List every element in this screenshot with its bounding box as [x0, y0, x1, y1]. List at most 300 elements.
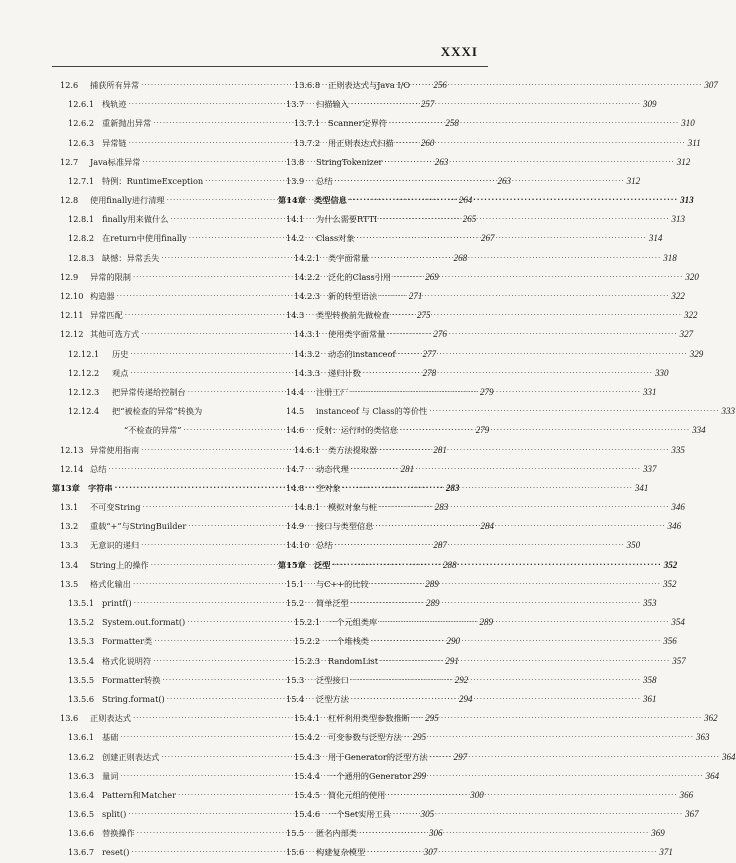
toc-entry-number: 12.11	[60, 310, 84, 321]
toc-entry-title: Java标准异常	[90, 156, 141, 167]
toc-entry-title: 用正则表达式扫描	[328, 137, 394, 148]
toc-entry-page: 281	[400, 463, 415, 474]
toc-entry-page: 265	[462, 214, 477, 225]
toc-entry-number: 15.5	[286, 828, 305, 839]
toc-entry	[278, 767, 720, 786]
toc-entry-title: 异常使用指南	[90, 444, 140, 455]
toc-leader-dots	[429, 402, 719, 421]
toc-entry-number: 13.5.6	[68, 693, 95, 704]
toc-entry-page: 322	[671, 291, 685, 302]
toc-entry-title: 在return中使用finally	[102, 233, 187, 244]
toc-leader-dots	[351, 460, 641, 479]
toc-leader-dots	[393, 268, 683, 287]
toc-entry-title: 创建正则表达式	[102, 751, 160, 762]
toc-entry-number: 15.2	[286, 598, 305, 609]
toc-entry-number: 14.10	[286, 540, 310, 551]
toc-entry-title: 缺憾：异常丢失	[102, 252, 160, 263]
toc-entry-page: 327	[679, 329, 694, 340]
toc-entry	[278, 786, 694, 805]
toc-entry-page: 289	[426, 598, 440, 609]
toc-entry-number: 13.6.5	[68, 809, 95, 820]
toc-entry-number: 13.5	[60, 578, 79, 589]
toc-leader-dots	[392, 306, 682, 325]
toc-entry-number: 13.4	[60, 559, 79, 570]
toc-entry-number: 13.5.4	[68, 655, 95, 666]
toc-entry-number: 14.3	[286, 310, 305, 321]
toc-entry-title: instanceof 与 Class的等价性	[316, 406, 428, 417]
toc-entry-page: 263	[497, 175, 511, 186]
toc-entry-page: 258	[445, 118, 459, 129]
toc-entry-page: 362	[704, 713, 718, 724]
toc-entry	[278, 652, 686, 671]
toc-entry-number: 12.12.2	[68, 367, 100, 378]
toc-entry-page: 333	[721, 406, 736, 417]
toc-entry-title: 使用类字面常量	[328, 329, 386, 340]
toc-entry-title: 泛型方法	[316, 693, 349, 704]
toc-entry	[278, 479, 649, 498]
toc-entry	[278, 95, 657, 114]
toc-entry-title: 基础	[102, 732, 119, 743]
toc-entry-number: 15.1	[286, 578, 305, 589]
page-number-roman: XXXI	[440, 44, 478, 59]
toc-entry-number: 15.6	[286, 847, 305, 858]
toc-entry-number: 13.5.1	[68, 598, 95, 609]
toc-entry-title: String.format()	[102, 693, 165, 704]
toc-entry-page: 290	[446, 636, 461, 647]
toc-entry-page: 356	[663, 636, 677, 647]
toc-entry-title: 重新抛出异常	[102, 118, 152, 129]
toc-entry-title: split()	[102, 809, 127, 820]
toc-entry-page: 306	[429, 828, 443, 839]
toc-entry-page: 276	[433, 329, 447, 340]
toc-leader-dots	[351, 383, 641, 402]
toc-entry-number: 13.6	[60, 713, 79, 724]
toc-entry-title: 类方法提取器	[328, 444, 378, 455]
toc-entry-page: 358	[643, 674, 657, 685]
toc-entry-page: 288	[442, 559, 457, 570]
toc-entry-page: 320	[685, 271, 699, 282]
toc-entry-page: 307	[423, 847, 438, 858]
toc-entry-number: 12.9	[60, 271, 79, 282]
toc-entry-title: 观点	[112, 367, 129, 378]
toc-entry-number: 12.12	[60, 329, 84, 340]
toc-entry-title: 不可变String	[90, 502, 141, 513]
toc-entry-number: 14.2	[286, 233, 305, 244]
toc-entry-title: 为什么需要RTTI	[316, 214, 378, 225]
toc-entry-page: 331	[643, 386, 657, 397]
toc-entry-title: 泛型接口	[316, 674, 349, 685]
toc-entry-page: 309	[643, 99, 657, 110]
toc-entry-title: 字符串	[88, 482, 113, 493]
toc-leader-dots	[384, 153, 674, 172]
toc-leader-dots	[398, 345, 688, 364]
toc-entry	[278, 210, 686, 229]
toc-entry-page: 369	[651, 828, 665, 839]
toc-entry-number: 14.2.3	[294, 291, 321, 302]
toc-entry-number: 15.4.3	[294, 751, 321, 762]
toc-entry-page: 283	[434, 502, 449, 513]
toc-leader-dots	[400, 421, 690, 440]
toc-entry-number: 14.4	[286, 386, 305, 397]
toc-entry-number: 13.8	[286, 156, 305, 167]
toc-entry	[278, 402, 736, 421]
toc-entry-title: printf()	[102, 598, 132, 609]
toc-entry-page: 311	[687, 137, 701, 148]
toc-entry-number: 12.7.1	[68, 175, 95, 186]
toc-entry-title: 栈轨迹	[102, 99, 127, 110]
toc-entry-title: 总结	[90, 463, 107, 474]
toc-entry-number: 13.9	[286, 175, 305, 186]
toc-entry-title: 简化元组的使用	[328, 789, 386, 800]
toc-entry-page: 284	[480, 521, 495, 532]
toc-entry-page: 313	[680, 195, 694, 206]
toc-entry-number: 14.6	[286, 425, 305, 436]
toc-entry-title: Formatter类	[102, 636, 153, 647]
toc-entry-number: 15.2.3	[294, 655, 321, 666]
toc-entry-title: 正则表达式与Java I/O	[328, 79, 411, 90]
toc-leader-dots	[412, 76, 702, 95]
toc-entry-title: 捕获所有异常	[90, 79, 140, 90]
toc-entry-title: 异常链	[102, 137, 127, 148]
toc-entry-number: 12.13	[60, 444, 84, 455]
toc-entry-title: 扫描输入	[316, 99, 349, 110]
toc-entry-page: 334	[692, 425, 706, 436]
toc-entry	[278, 613, 685, 632]
toc-entry-page: 268	[453, 252, 468, 263]
toc-entry	[278, 594, 657, 613]
toc-leader-dots	[389, 114, 679, 133]
toc-entry-page: 353	[643, 598, 657, 609]
toc-entry-title: 异常匹配	[90, 310, 123, 321]
toc-leader-dots	[430, 748, 720, 767]
toc-entry-number: 第14章	[278, 195, 306, 206]
toc-entry-page: 337	[643, 463, 657, 474]
toc-entry-number: 13.6.1	[68, 732, 95, 743]
toc-leader-dots	[371, 632, 661, 651]
toc-entry-number: 13.7.1	[294, 118, 321, 129]
toc-entry-title: 其他可选方式	[90, 329, 140, 340]
toc-entry-page: 278	[422, 367, 437, 378]
toc-entry-page: 267	[481, 233, 495, 244]
toc-entry-title: “不检查的异常”	[124, 425, 182, 436]
toc-entry-title: 使用finally进行清理	[90, 195, 165, 206]
toc-entry-title: 格式化输出	[90, 578, 131, 589]
toc-leader-dots	[380, 652, 670, 671]
toc-entry-title: Formatter转换	[102, 674, 161, 685]
toc-entry-page: 299	[412, 770, 427, 781]
toc-entry-number: 12.14	[60, 463, 84, 474]
toc-leader-dots	[412, 709, 702, 728]
toc-entry-page: 366	[679, 789, 694, 800]
toc-entry-page: 364	[705, 770, 720, 781]
toc-entry-title: 可变参数与泛型方法	[328, 732, 402, 743]
toc-entry-page: 322	[683, 310, 698, 321]
toc-entry-page: 352	[663, 578, 677, 589]
toc-entry-title: 类型信息	[314, 195, 347, 206]
toc-leader-dots	[343, 479, 633, 498]
toc-entry-page: 277	[422, 348, 437, 359]
toc-entry-title: 总结	[316, 175, 333, 186]
toc-entry	[278, 364, 669, 383]
toc-entry-number: 15.3	[286, 674, 305, 685]
toc-chapter-entry	[278, 191, 694, 210]
toc-entry-page: 283	[445, 482, 460, 493]
toc-entry-number: 13.7	[286, 99, 305, 110]
toc-entry	[278, 824, 665, 843]
toc-entry-title: 把异常传递给控制台	[112, 386, 186, 397]
toc-entry-title: 动态的instanceof	[328, 348, 396, 359]
toc-entry-title: 总结	[316, 540, 333, 551]
toc-entry-page: 291	[445, 655, 459, 666]
toc-entry-number: 14.5	[286, 406, 305, 417]
toc-entry-page: 264	[458, 195, 473, 206]
toc-entry-page: 294	[459, 693, 473, 704]
toc-entry-title: 动态代理	[316, 463, 349, 474]
toc-entry-page: 371	[659, 847, 673, 858]
toc-entry-number: 12.12.1	[68, 348, 100, 359]
toc-entry-page: 346	[671, 502, 685, 513]
toc-entry-number: 12.8.3	[68, 252, 95, 263]
toc-entry-title: 匿名内部类	[316, 828, 357, 839]
toc-entry	[278, 249, 677, 268]
toc-entry-title: 类型转换前先做检查	[316, 310, 390, 321]
toc-leader-dots	[396, 134, 686, 153]
toc-entry-title: reset()	[102, 847, 130, 858]
toc-entry-number: 12.6.1	[68, 99, 95, 110]
toc-entry-number: 15.2.1	[294, 617, 321, 628]
toc-entry	[278, 632, 677, 651]
toc-entry-page: 275	[417, 310, 431, 321]
toc-entry-number: 13.6.6	[68, 828, 95, 839]
toc-entry-title: 量词	[102, 770, 119, 781]
toc-leader-dots	[375, 517, 665, 536]
toc-entry-title: 替换操作	[102, 828, 135, 839]
toc-entry-page: 318	[663, 252, 677, 263]
toc-entry-title: 简单泛型	[316, 598, 349, 609]
toc-entry-page: 289	[479, 617, 493, 628]
toc-entry	[278, 517, 682, 536]
toc-entry-page: 297	[453, 751, 468, 762]
toc-entry	[278, 76, 718, 95]
toc-entry-title: 泛化的Class引用	[328, 271, 392, 282]
toc-entry-page: 364	[722, 751, 736, 762]
toc-entry-number: 13.6.8	[294, 79, 321, 90]
toc-leader-dots	[387, 325, 677, 344]
toc-entry-number: 13.5.2	[68, 617, 95, 628]
toc-entry-page: 312	[676, 156, 691, 167]
toc-leader-dots	[413, 767, 703, 786]
toc-entry-number: 13.1	[60, 502, 79, 513]
toc-entry-title: 特例：RuntimeException	[102, 175, 204, 186]
toc-entry-number: 12.6.2	[68, 118, 95, 129]
toc-entry	[278, 268, 699, 287]
toc-leader-dots	[351, 95, 641, 114]
toc-entry-title: RandomList	[328, 655, 378, 666]
toc-entry	[278, 537, 641, 556]
toc-entry-title: 用于Generator的泛型方法	[328, 751, 428, 762]
toc-entry-number: 14.1	[286, 214, 305, 225]
toc-entry-number: 12.8	[60, 195, 79, 206]
toc-entry-page: 257	[420, 99, 435, 110]
toc-entry-title: Scanner定界符	[328, 118, 387, 129]
toc-entry-number: 15.4.5	[294, 789, 321, 800]
toc-entry-page: 287	[433, 540, 447, 551]
toc-entry-number: 15.4.4	[294, 770, 321, 781]
toc-entry-page: 263	[434, 156, 449, 167]
toc-entry-number: 14.8	[286, 482, 305, 493]
toc-entry-title: 类字面常量	[328, 252, 369, 263]
toc-entry	[278, 575, 677, 594]
toc-entry	[278, 153, 691, 172]
toc-entry-page: 346	[667, 521, 682, 532]
toc-entry	[278, 844, 673, 863]
toc-entry-number: 12.8.2	[68, 233, 95, 244]
toc-entry-page: 367	[685, 809, 699, 820]
toc-entry-page: 313	[671, 214, 686, 225]
toc-entry-number: 13.6.7	[68, 847, 95, 858]
toc-leader-dots	[357, 229, 647, 248]
toc-entry-page: 357	[672, 655, 686, 666]
toc-entry-title: 与C++的比较	[316, 578, 369, 589]
toc-entry	[278, 421, 706, 440]
toc-leader-dots	[351, 671, 641, 690]
toc-entry-page: 310	[681, 118, 695, 129]
toc-entry-page: 335	[671, 444, 685, 455]
toc-entry-title: 格式化说明符	[102, 655, 152, 666]
toc-entry-number: 12.12.4	[68, 406, 100, 417]
toc-entry-title: StringTokenizer	[316, 156, 383, 167]
toc-leader-dots	[351, 594, 641, 613]
toc-entry-page: 279	[479, 386, 494, 397]
toc-entry-title: 一个通用的Generator	[328, 770, 412, 781]
toc-entry-number: 14.8.1	[294, 502, 321, 513]
toc-leader-dots	[393, 805, 683, 824]
toc-entry-title: 一个元组类库	[328, 617, 378, 628]
toc-entry-title: String上的操作	[90, 559, 149, 570]
header-rule	[52, 66, 488, 67]
toc-entry-title: 无意识的递归	[90, 540, 140, 551]
toc-entry-title: 一个堆栈类	[328, 636, 369, 647]
toc-entry-page: 292	[454, 674, 469, 685]
toc-entry-page: 260	[420, 137, 435, 148]
toc-entry-title: 反射：运行时的类信息	[316, 425, 398, 436]
toc-entry-number: 13.2	[60, 521, 79, 532]
toc-entry-number: 15.4.6	[294, 809, 321, 820]
toc-entry-number: 14.3.3	[294, 367, 321, 378]
toc-leader-dots	[351, 690, 641, 709]
toc-entry-page: 314	[648, 233, 663, 244]
toc-entry-title: Class对象	[316, 233, 355, 244]
toc-chapter-entry	[278, 556, 678, 575]
toc-entry-number: 15.4.2	[294, 732, 321, 743]
toc-entry-number: 13.5.3	[68, 636, 95, 647]
toc-entry-title: 接口与类型信息	[316, 521, 374, 532]
toc-entry-title: 新的转型语法	[328, 291, 378, 302]
toc-entry-number: 15.2.2	[294, 636, 321, 647]
toc-leader-dots	[371, 575, 661, 594]
toc-entry	[278, 134, 701, 153]
toc-entry-page: 295	[425, 713, 439, 724]
toc-entry-page: 354	[671, 617, 685, 628]
toc-entry	[278, 805, 699, 824]
toc-entry-title: finally用来做什么	[102, 214, 169, 225]
toc-entry	[278, 498, 685, 517]
toc-entry-number: 第15章	[278, 559, 306, 570]
toc-leader-dots	[379, 498, 669, 517]
toc-entry	[278, 230, 663, 249]
toc-entry-title: 一个Set实用工具	[328, 809, 391, 820]
toc-entry	[278, 728, 710, 747]
toc-entry	[278, 460, 657, 479]
toc-entry-number: 14.3.2	[294, 348, 321, 359]
toc-entry	[278, 306, 698, 325]
toc-entry-number: 15.4	[286, 693, 305, 704]
toc-entry-number: 14.9	[286, 521, 305, 532]
toc-leader-dots	[371, 249, 661, 268]
toc-entry-number: 15.4.1	[294, 713, 321, 724]
toc-entry-title: 泛型	[314, 559, 331, 570]
toc-entry-number: 14.3.1	[294, 329, 321, 340]
toc-entry-title: 递归计数	[328, 367, 361, 378]
toc-leader-dots	[379, 287, 669, 306]
toc-entry	[278, 114, 695, 133]
toc-leader-dots	[334, 536, 624, 555]
toc-entry-number: 12.6.3	[68, 137, 95, 148]
toc-entry-title: 空对象	[316, 482, 341, 493]
toc-entry-page: 281	[433, 444, 447, 455]
toc-entry-page: 307	[704, 79, 718, 90]
toc-leader-dots	[349, 191, 678, 210]
toc-entry-title: 模拟对象与桩	[328, 502, 378, 513]
toc-entry-page: 300	[470, 789, 484, 800]
toc-entry-number: 14.2.2	[294, 271, 321, 282]
toc-entry-number: 12.6	[60, 79, 79, 90]
toc-entry-page: 269	[425, 271, 439, 282]
toc-entry-number: 12.7	[60, 156, 79, 167]
toc-entry-number: 13.3	[60, 540, 79, 551]
toc-leader-dots	[332, 556, 661, 575]
toc-entry-title: Pattern和Matcher	[102, 789, 176, 800]
toc-entry-number: 13.5.5	[68, 674, 95, 685]
toc-entry	[278, 690, 657, 709]
toc-entry-title: 正则表达式	[90, 713, 131, 724]
toc-leader-dots	[363, 364, 653, 383]
toc-entry	[278, 709, 718, 728]
toc-entry-page: 256	[433, 79, 447, 90]
toc-entry-page: 271	[408, 291, 423, 302]
toc-entry-page: 312	[626, 175, 641, 186]
toc-entry-number: 12.8.1	[68, 214, 95, 225]
toc-entry-number: 13.6.3	[68, 770, 95, 781]
toc-leader-dots	[404, 728, 694, 747]
toc-entry-number: 14.6.1	[294, 444, 321, 455]
toc-entry-title: 注册工厂	[316, 386, 349, 397]
toc-entry-page: 352	[663, 559, 678, 570]
toc-entry-number: 14.2.1	[294, 252, 321, 263]
toc-leader-dots	[359, 824, 649, 843]
toc-leader-dots	[379, 613, 669, 632]
toc-entry-page: 279	[475, 425, 490, 436]
toc-entry-page: 341	[634, 482, 649, 493]
toc-entry	[278, 287, 685, 306]
toc-entry-number: 13.6.4	[68, 789, 95, 800]
toc-entry-title: 把“被检查的异常”转换为	[112, 406, 203, 417]
toc-entry-page: 330	[655, 367, 669, 378]
toc-entry-number: 12.10	[60, 291, 84, 302]
toc-entry-number: 第13章	[52, 482, 80, 493]
toc-entry-number: 13.7.2	[294, 137, 321, 148]
toc-leader-dots	[334, 172, 624, 191]
